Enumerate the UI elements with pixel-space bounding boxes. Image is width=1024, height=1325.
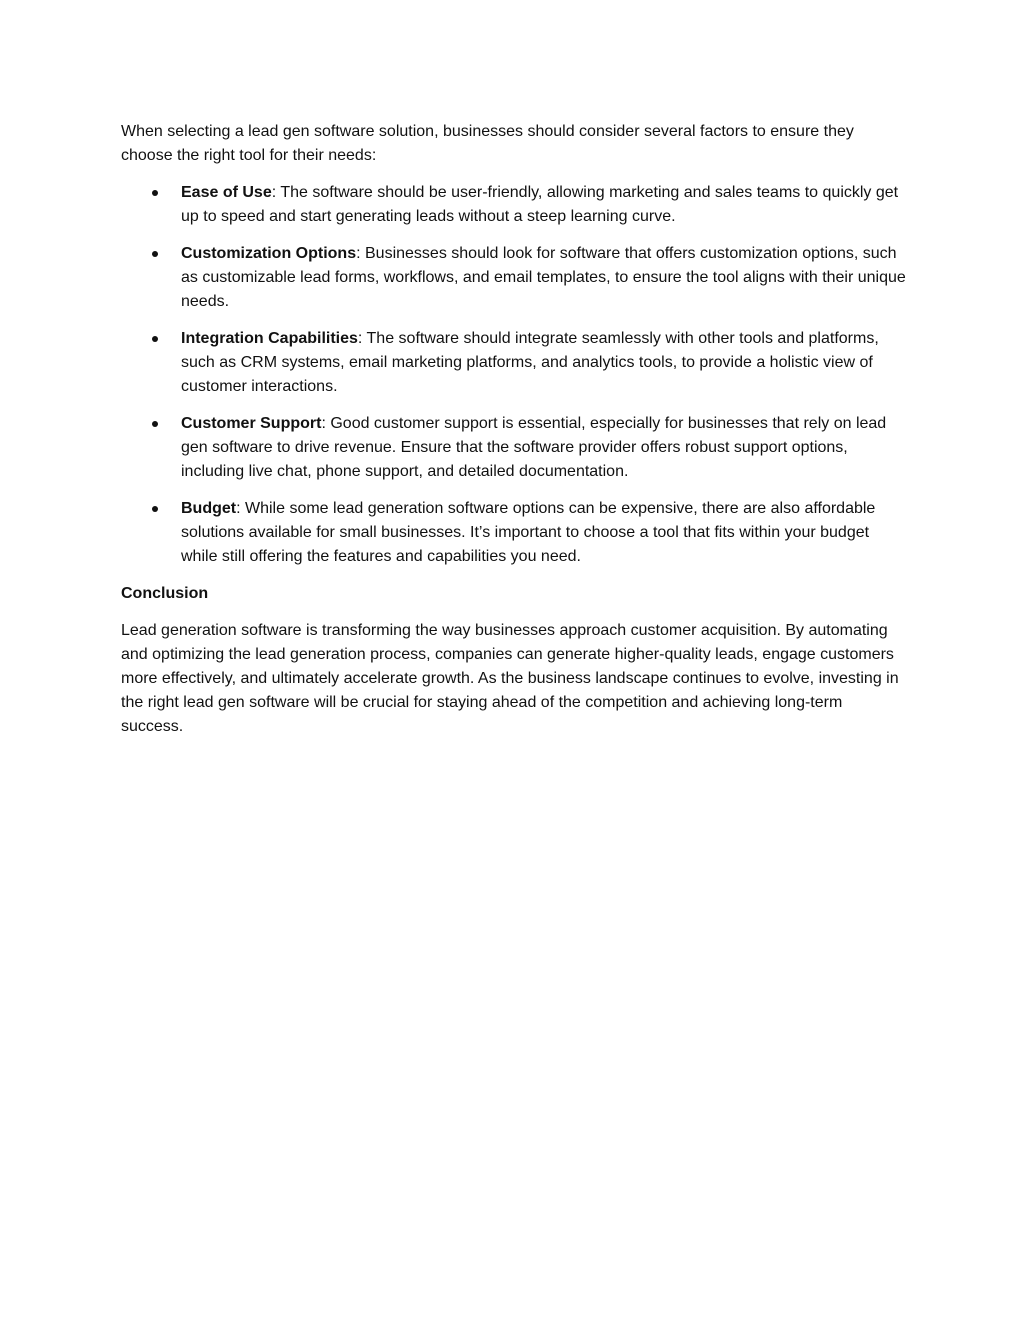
conclusion-paragraph: Lead generation software is transforming the way businesses approach customer acquisition. By automating and optimizing the lead generation process, companies can generate higher-quality leads, engage customers more effectively, and ultimately accelerate growth. As the business landscape continues to evolve, investing in the right lead gen software will be crucial for staying ahead of the competition and achieving long-term success.: [121, 622, 899, 735]
document-page: [121, 120, 906, 739]
factor-description: : The software should be user-friendly, allowing marketing and sales teams to quickly get up to speed and start generating leads without a steep learning curve.: [181, 184, 899, 225]
factor-description: : Good customer support is essential, especially for businesses that rely on lead gen software to drive revenue. Ensure that the software provider offers robust support options, including live chat, phone support, and detailed documentation.: [181, 415, 887, 480]
factor-term: Budget: [181, 500, 237, 517]
factor-list: [121, 181, 906, 569]
bullet-icon: [152, 506, 158, 512]
bullet-icon: [152, 251, 158, 257]
list-item-integration-capabilities: [121, 327, 906, 399]
conclusion-heading: Conclusion: [121, 585, 209, 602]
bullet-icon: [152, 336, 158, 342]
list-item-budget: [121, 497, 906, 569]
factor-description: : While some lead generation software options can be expensive, there are also affordable solutions available for small businesses. It’s important to choose a tool that fits within your budget while still offering the features and capabilities you need.: [181, 500, 876, 565]
bullet-icon: [152, 190, 158, 196]
list-item-customer-support: [121, 412, 906, 484]
factor-description: : Businesses should look for software that offers customization options, such as customizable lead forms, workflows, and email templates, to ensure the tool aligns with their unique needs.: [181, 245, 906, 310]
bullet-icon: [152, 421, 158, 427]
factor-term: Customization Options: [181, 245, 357, 262]
factor-term: Integration Capabilities: [181, 330, 358, 347]
list-item-customization-options: [121, 242, 906, 314]
intro-paragraph: When selecting a lead gen software solution, businesses should consider several factors to ensure they choose the right tool for their needs:: [121, 123, 854, 164]
factor-term: Ease of Use: [181, 184, 272, 201]
factor-description: : The software should integrate seamlessly with other tools and platforms, such as CRM systems, email marketing platforms, and analytics tools, to provide a holistic view of customer interactions.: [181, 330, 879, 395]
list-item-ease-of-use: [121, 181, 906, 229]
factor-term: Customer Support: [181, 415, 322, 432]
